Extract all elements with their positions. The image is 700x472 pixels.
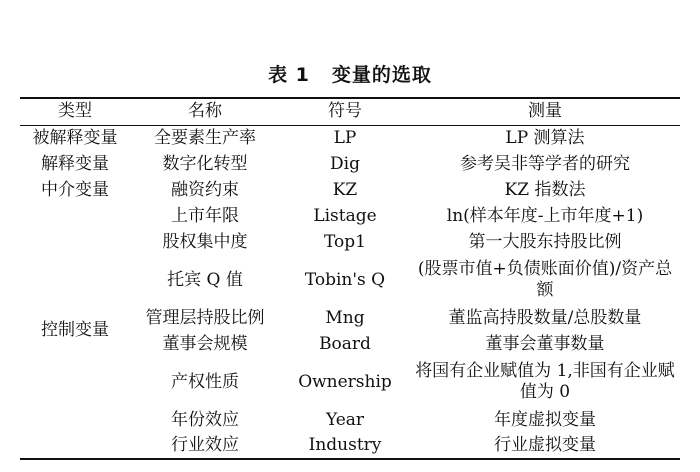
table-number: 表 1 (268, 64, 310, 86)
cell-symbol: Industry (308, 435, 382, 455)
cell-symbol: Year (325, 409, 365, 430)
cell-type-control: 控制变量 (41, 320, 109, 340)
cell-name: 上市年限 (171, 205, 239, 226)
cell-type: 中介变量 (41, 179, 109, 200)
cell-name: 数字化转型 (162, 153, 248, 174)
cell-measure: 行业虚拟变量 (494, 435, 596, 455)
header-symbol: 符号 (280, 98, 410, 125)
cell-measure: 董监高持股数量/总股数量 (448, 307, 642, 328)
cell-symbol: Listage (313, 205, 377, 226)
cell-measure: KZ 指数法 (504, 179, 586, 200)
cell-name: 托宾 Q 值 (167, 269, 243, 290)
cell-measure: ln(样本年度-上市年度+1) (446, 205, 644, 226)
cell-measure: 董事会董事数量 (485, 333, 605, 354)
header-measure: 测量 (410, 98, 680, 125)
table-header-row (20, 98, 680, 125)
variables-table (20, 97, 680, 460)
cell-measure: 将国有企业赋值为 1,非国有企业赋值为 0 (415, 361, 675, 402)
table-row (20, 151, 680, 177)
cell-measure: 第一大股东持股比例 (468, 231, 622, 252)
cell-measure: 年度虚拟变量 (494, 409, 596, 430)
cell-symbol: Tobin's Q (304, 269, 386, 290)
table-row (20, 177, 680, 203)
table-caption (0, 60, 700, 87)
table-row (20, 125, 680, 151)
cell-type: 被解释变量 (32, 127, 118, 148)
cell-symbol: Board (319, 333, 371, 354)
cell-symbol: Ownership (298, 371, 392, 392)
cell-type: 解释变量 (41, 153, 109, 174)
cell-name: 年份效应 (171, 409, 239, 430)
cell-symbol: KZ (332, 179, 358, 200)
cell-symbol: LP (333, 127, 357, 148)
cell-name: 全要素生产率 (154, 127, 256, 148)
cell-symbol: Dig (330, 153, 360, 174)
cell-name: 行业效应 (171, 435, 239, 455)
cell-name: 董事会规模 (162, 333, 248, 354)
table-row (20, 203, 680, 229)
cell-name: 融资约束 (171, 179, 239, 200)
cell-name: 产权性质 (171, 371, 239, 392)
cell-name: 管理层持股比例 (145, 307, 265, 328)
cell-name: 股权集中度 (162, 231, 248, 252)
header-type: 类型 (20, 98, 130, 125)
cell-measure: 参考吴非等学者的研究 (460, 153, 630, 174)
table-title: 变量的选取 (331, 64, 432, 86)
cell-symbol: Top1 (324, 231, 366, 252)
cell-measure: (股票市值+负债账面价值)/资产总额 (417, 259, 673, 300)
cell-measure: LP 测算法 (505, 127, 585, 148)
header-name: 名称 (130, 98, 280, 125)
cell-symbol: Mng (325, 307, 365, 328)
